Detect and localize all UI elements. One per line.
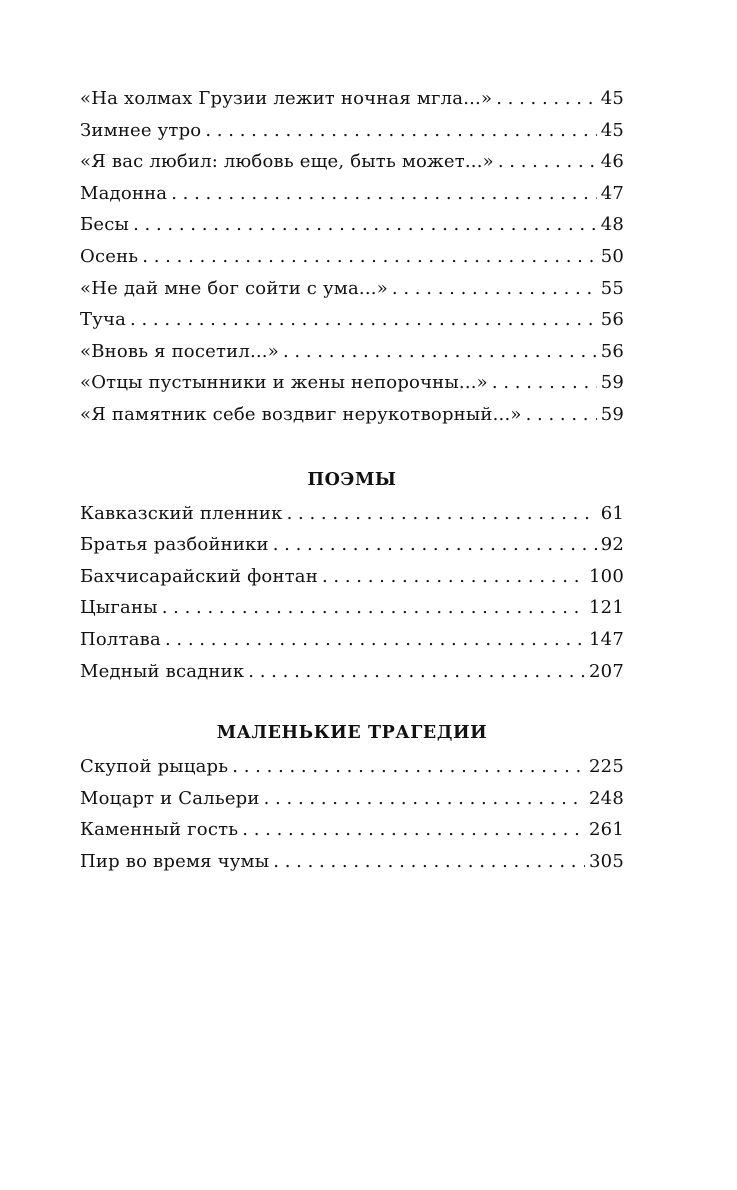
toc-entry-page: 45 (600, 119, 624, 141)
dot-leader (133, 214, 597, 235)
toc-entry-page: 45 (600, 88, 624, 109)
dot-leader (232, 756, 585, 777)
toc-entry[interactable] (80, 566, 624, 598)
toc-entry-title: Осень (80, 245, 139, 267)
toc-entry[interactable] (80, 214, 624, 246)
toc-entry[interactable] (80, 183, 624, 215)
toc-entry[interactable] (80, 661, 624, 693)
toc-entry[interactable] (80, 851, 624, 883)
dot-leader (526, 404, 597, 425)
section-heading-poems: ПОЭМЫ (307, 469, 397, 490)
lyrics-list (80, 88, 624, 436)
toc-entry-title: «На холмах Грузии лежит ночная мгла...» (80, 88, 493, 109)
toc-entry[interactable] (80, 503, 624, 535)
dot-leader (248, 661, 585, 682)
toc-entry-title: Моцарт и Сальери (80, 787, 260, 809)
toc-entry-page: 261 (589, 819, 624, 841)
poems-list (80, 503, 624, 693)
dot-leader (162, 597, 585, 618)
toc-entry-title: Полтава (80, 628, 161, 650)
toc-entry[interactable] (80, 756, 624, 788)
toc-entry-page: 50 (600, 245, 624, 267)
dot-leader (242, 819, 585, 840)
poems-section (80, 470, 624, 693)
toc-entry-page: 248 (589, 787, 624, 809)
toc-entry[interactable] (80, 534, 624, 566)
toc-entry-page: 56 (600, 309, 624, 331)
section-heading-tragedies: МАЛЕНЬКИЕ ТРАГЕДИИ (216, 723, 488, 744)
toc-entry-page: 59 (600, 372, 624, 394)
toc-entry-title: Бахчисарайский фонтан (80, 565, 318, 587)
toc-entry-page: 100 (589, 565, 624, 587)
toc-entry[interactable] (80, 597, 624, 629)
toc-entry-page: 61 (600, 502, 624, 524)
dot-leader (273, 534, 597, 555)
dot-leader (273, 851, 585, 872)
toc-entry-page: 305 (589, 850, 624, 872)
dot-leader (171, 183, 596, 204)
toc-entry-page: 92 (600, 534, 624, 556)
dot-leader (130, 309, 597, 330)
toc-entry-title: Братья разбойники (80, 534, 269, 556)
toc-entry-title: Кавказский пленник (80, 502, 283, 524)
dot-leader (283, 341, 597, 362)
toc-entry-page: 55 (600, 277, 624, 299)
toc-entry[interactable] (80, 151, 624, 183)
toc-entry[interactable] (80, 278, 624, 310)
dot-leader (492, 372, 597, 393)
toc-entry-title: «Не дай мне бог сойти с ума...» (80, 277, 388, 299)
tragedies-list (80, 756, 624, 882)
toc-entry[interactable] (80, 120, 624, 152)
toc-entry[interactable] (80, 309, 624, 341)
toc-entry-page: 48 (600, 214, 624, 236)
table-of-contents (80, 88, 624, 882)
dot-leader (205, 120, 596, 141)
toc-entry-title: Цыганы (80, 597, 158, 619)
toc-entry-page: 121 (589, 597, 624, 619)
toc-entry-title: Бесы (80, 214, 130, 236)
toc-entry-title: Зимнее утро (80, 119, 202, 141)
toc-entry[interactable] (80, 341, 624, 373)
dot-leader (498, 151, 597, 172)
toc-entry[interactable] (80, 629, 624, 661)
toc-entry-title: Медный всадник (80, 660, 245, 682)
toc-entry-page: 147 (589, 628, 624, 650)
toc-entry-page: 225 (589, 756, 624, 778)
toc-entry-title: Туча (80, 309, 127, 331)
toc-entry[interactable] (80, 819, 624, 851)
dot-leader (392, 278, 597, 299)
toc-entry[interactable] (80, 372, 624, 404)
toc-entry-title: «Я памятник себе воздвиг нерукотворный...» (80, 403, 522, 425)
dot-leader (287, 503, 597, 524)
toc-entry[interactable] (80, 788, 624, 820)
dot-leader (496, 88, 596, 109)
dot-leader (322, 566, 585, 587)
toc-entry-page: 59 (600, 403, 624, 425)
toc-entry[interactable] (80, 246, 624, 278)
dot-leader (165, 629, 585, 650)
toc-entry-page: 46 (600, 151, 624, 173)
toc-entry-title: «Вновь я посетил...» (80, 340, 279, 362)
dot-leader (264, 788, 585, 809)
dot-leader (142, 246, 596, 267)
tragedies-section (80, 723, 624, 882)
toc-entry-page: 56 (600, 340, 624, 362)
toc-entry-title: Пир во время чумы (80, 850, 270, 872)
toc-entry-page: 47 (600, 182, 624, 204)
toc-entry[interactable] (80, 404, 624, 436)
toc-entry-title: «Я вас любил: любовь еще, быть может...» (80, 151, 494, 173)
toc-entry-title: Мадонна (80, 182, 168, 204)
toc-entry-title: Каменный гость (80, 819, 239, 841)
toc-entry-title: Скупой рыцарь (80, 756, 229, 778)
toc-entry[interactable] (80, 88, 624, 120)
toc-entry-page: 207 (589, 660, 624, 682)
toc-entry-title: «Отцы пустынники и жены непорочны...» (80, 372, 488, 394)
